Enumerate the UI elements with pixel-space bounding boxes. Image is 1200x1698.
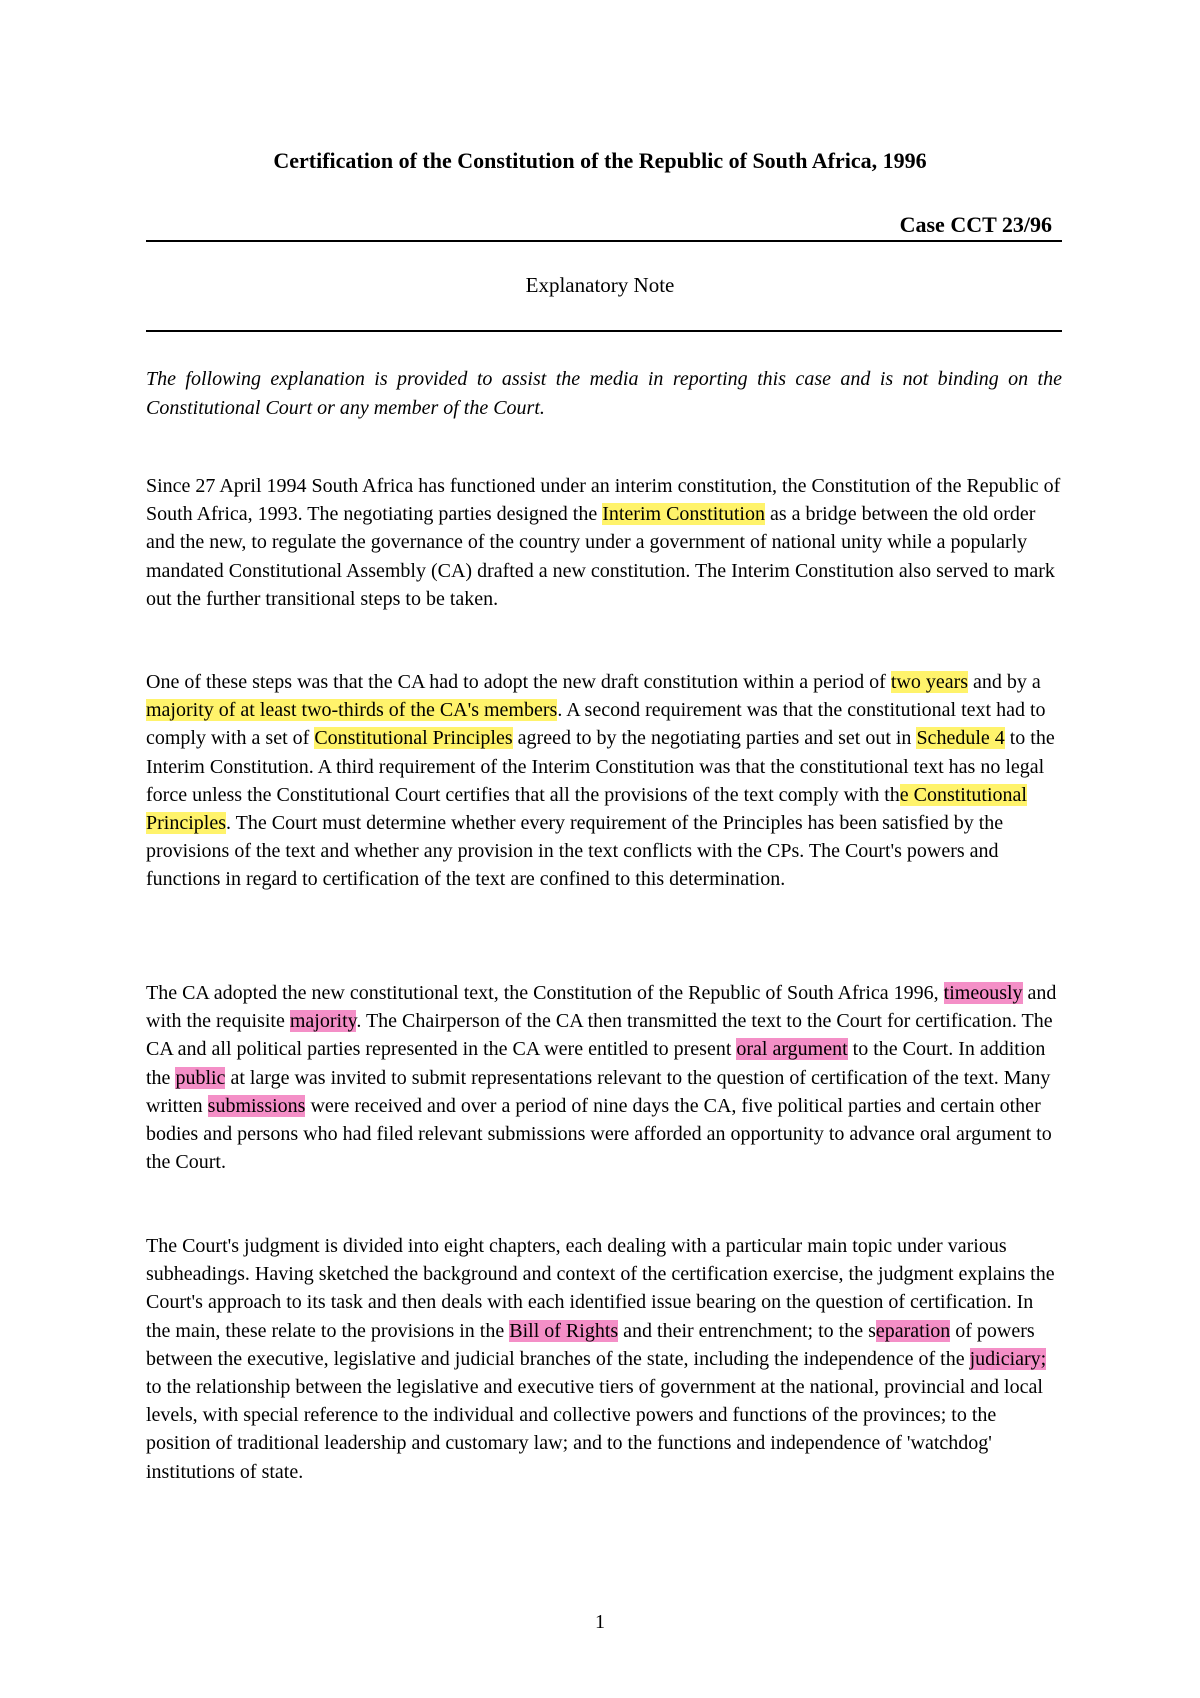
paragraph-text: . The Court must determine whether every requirement of the Principles has been satisfied by the provisions of the text and whether any provision in the text conflicts with the CPs. The Court's powers and functions in regard to certification of the text are confined to this determination. bbox=[146, 812, 1004, 891]
paragraph-text: as a bridge between the old order and the new, to regulate the governance of the country under a government of national unity while a popularly mandated Constitutional Assembly (CA) drafted a new constitution. The Interim Constitution also served to mark out the further transitional steps to be taken. bbox=[146, 503, 1055, 610]
document-subtitle: Explanatory Note bbox=[525, 273, 675, 297]
body-paragraph bbox=[146, 668, 1062, 894]
header-rule-bottom bbox=[146, 330, 1062, 332]
body-paragraph bbox=[146, 1232, 1062, 1486]
disclaimer-text: The following explanation is provided to assist the media in reporting this case and is not binding on the Constitutional Court or any member of the Court. bbox=[146, 368, 1062, 419]
body-paragraph bbox=[146, 472, 1062, 613]
paragraph-text: of powers between the executive, legislative and judicial branches of the state, including the independence of the bbox=[146, 1319, 1035, 1370]
paragraph-text: . A second requirement was that the constitutional text had to comply with a set of bbox=[146, 699, 1046, 750]
highlighted-text: timeously bbox=[943, 982, 1023, 1004]
highlighted-text: public bbox=[175, 1066, 226, 1089]
highlighted-text: majority of at least two-thirds of the CA's members bbox=[146, 699, 558, 722]
paragraph-text: at large was invited to submit representations relevant to the question of certification of the text. Many written bbox=[146, 1066, 1051, 1117]
highlighted-text: Bill of Rights bbox=[509, 1319, 619, 1342]
highlighted-text: Schedule 4 bbox=[916, 727, 1005, 750]
paragraph-text: to the Court. In addition the bbox=[146, 1038, 1046, 1089]
document-title: Certification of the Constitution of the Republic of South Africa, 1996 bbox=[273, 148, 927, 173]
highlighted-text: e Constitutional Principles bbox=[146, 783, 1027, 835]
highlighted-text: majority bbox=[289, 1010, 357, 1033]
paragraph-text: to the Interim Constitution. A third requirement of the Interim Constitution was that the constitutional text has no legal force unless the Constitutional Court certifies that all the provisions of the text comply with th bbox=[146, 727, 1055, 806]
highlighted-text: two years bbox=[890, 671, 969, 693]
paragraph-text: . The Chairperson of the CA then transmitted the text to the Court for certification. The CA and all political parties represented in the CA were entitled to present bbox=[146, 1010, 1053, 1061]
paragraph-text: and their entrenchment; to the s bbox=[618, 1319, 876, 1342]
highlighted-text: eparation bbox=[875, 1319, 951, 1342]
case-number: Case CCT 23/96 bbox=[899, 212, 1052, 237]
paragraph-text: The CA adopted the new constitutional text, the Constitution of the Republic of South Africa 1996, bbox=[146, 982, 944, 1004]
paragraph-text: and with the requisite bbox=[146, 982, 1057, 1033]
paragraph-text: and by a bbox=[968, 671, 1041, 693]
body-paragraph bbox=[146, 979, 1062, 1176]
header-rule-top bbox=[146, 240, 1062, 242]
highlighted-text: submissions bbox=[207, 1094, 306, 1117]
paragraph-text: The Court's judgment is divided into eight chapters, each dealing with a particular main topic under various subheadings. Having sketched the background and context of the certification exercise, the judgment explains the Court's approach to its task and then deals with each identified issue bearing on the question of certification. In the main, these relate to the provisions in the bbox=[146, 1235, 1055, 1342]
highlighted-text: Constitutional Principles bbox=[314, 727, 513, 750]
highlighted-text: judiciary; bbox=[969, 1347, 1047, 1370]
paragraph-text: agreed to by the negotiating parties and set out in bbox=[512, 727, 917, 750]
highlighted-text: oral argument bbox=[736, 1038, 848, 1061]
paragraph-text: to the relationship between the legislative and executive tiers of government at the national, provincial and local levels, with special reference to the individual and collective powers and functions of the provinces; to the position of traditional leadership and customary law; and to the functions and independence of 'watchdog' institutions of state. bbox=[146, 1376, 1043, 1483]
highlighted-text: Interim Constitution bbox=[602, 503, 765, 526]
paragraph-text: were received and over a period of nine days the CA, five political parties and certain other bodies and persons who had filed relevant submissions were afforded an opportunity to advance oral argument to the Court. bbox=[146, 1094, 1052, 1174]
page-number: 1 bbox=[595, 1611, 605, 1633]
paragraph-text: Since 27 April 1994 South Africa has functioned under an interim constitution, the Constitution of the Republic of South Africa, 1993. The negotiating parties designed the bbox=[146, 475, 1061, 526]
paragraph-text: One of these steps was that the CA had to adopt the new draft constitution within a period of bbox=[146, 671, 891, 693]
